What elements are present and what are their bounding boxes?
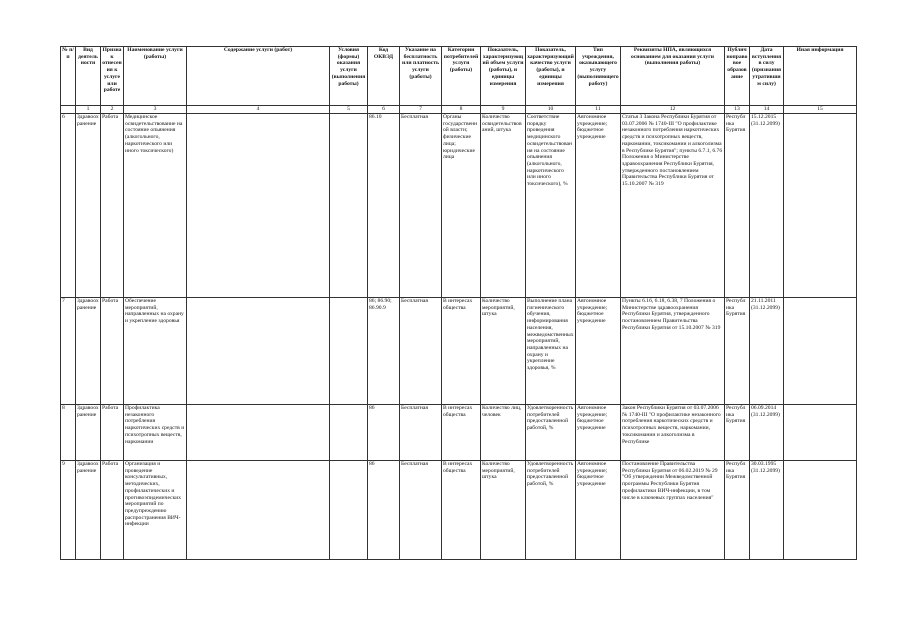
entity-cell: Республика Бурятия: [725, 114, 750, 298]
col-header-date: Дата вступления в силу (признания утратившим силу): [750, 47, 784, 106]
col-number-cell: 11: [576, 106, 621, 114]
activity-cell: Здравоохранение: [76, 405, 101, 461]
sign-cell: Работа: [101, 298, 124, 405]
consumers-cell: В интересах общества: [442, 298, 481, 405]
name-cell: Профилактика незаконного потребления наркотических средств и психотропных веществ, наркомании: [124, 405, 187, 461]
col-header-forms: Условия (формы) оказания услуги (выполнения работы): [330, 47, 368, 106]
paid-cell: Бесплатная: [400, 461, 442, 560]
sign-cell: Работа: [101, 405, 124, 461]
inst-type-cell: Автономное учреждение; бюджетное учреждение: [576, 114, 621, 298]
quality-cell: Удовлетворенность потребителей предоставленной работой, %: [526, 461, 576, 560]
col-header-no: № п/п: [61, 47, 76, 106]
sign-cell: Работа: [101, 461, 124, 560]
npa-cell: Статья 3 Закона Республики Бурятия от 03.07.2006 № 1740-III "О профилактике незаконного потребления наркотических средств и психотропных веществ, наркомании, токсикомании и алкоголизма в Республике Бурятия"; пункты 6.7.1, 6.76 Положения о Министерстве здравоохранения Республики Бурятия, утвержденного постановлением Правительства Республики Бурятия от 15.10.2007 № 319: [621, 114, 725, 298]
consumers-cell: В интересах общества: [442, 461, 481, 560]
col-number-cell: 4: [187, 106, 330, 114]
inst-type-cell: Автономное учреждение; бюджетное учреждение: [576, 405, 621, 461]
col-header-activity: Вид деятельности: [76, 47, 101, 106]
npa-cell: Закон Республики Бурятия от 03.07.2006 № 1740-III "О профилактике незаконного потребления наркотических средств и психотропных веществ, наркомании, токсикомании и алкоголизма в Республике: [621, 405, 725, 461]
volume-cell: Количество освидетельствований, штука: [481, 114, 526, 298]
activity-cell: Здравоохранение: [76, 114, 101, 298]
activity-cell: Здравоохранение: [76, 298, 101, 405]
col-header-paid: Указание на бесплатность или платность услуги (работы): [400, 47, 442, 106]
col-header-content: Содержание услуги (работ): [187, 47, 330, 106]
npa-cell: Постановление Правительства Республики Бурятия от 06.02.2019 № 29 "Об утверждении Межведомственной программы Республики Бурятия профилактики ВИЧ-инфекции, в том числе в ключевых группах населения": [621, 461, 725, 560]
row-number: 6: [61, 114, 76, 298]
content-cell: [187, 298, 330, 405]
paid-cell: Бесплатная: [400, 114, 442, 298]
col-number-cell: 9: [481, 106, 526, 114]
col-header-entity: Публичноправовое образование: [725, 47, 750, 106]
col-number-cell: 15: [784, 106, 857, 114]
activity-cell: Здравоохранение: [76, 461, 101, 560]
table-row: [61, 405, 857, 461]
forms-cell: [330, 405, 368, 461]
volume-cell: Количество мероприятий, штука: [481, 298, 526, 405]
col-header-consumers: Категории потребителей услуги (работы): [442, 47, 481, 106]
col-header-okved: Код ОКВЭД: [368, 47, 400, 106]
registry-table: [60, 46, 857, 560]
date-cell: 06.09.2014 (31.12.2099): [750, 405, 784, 461]
other-cell: [784, 405, 857, 461]
content-cell: [187, 114, 330, 298]
table-row: [61, 114, 857, 298]
row-number: 8: [61, 405, 76, 461]
entity-cell: Республика Бурятия: [725, 405, 750, 461]
forms-cell: [330, 298, 368, 405]
col-number-cell: 14: [750, 106, 784, 114]
other-cell: [784, 114, 857, 298]
quality-cell: Выполнение плана гигиенического обучения, информирования населения, межведомственных мероприятий, направленных на охрану и укрепление здоровья, %: [526, 298, 576, 405]
date-cell: 30.03.1995 (31.12.2099): [750, 461, 784, 560]
col-header-inst-type: Тип учреждения, оказывающего услугу (выполняющего работу): [576, 47, 621, 106]
col-number-cell: 12: [621, 106, 725, 114]
col-number-cell: 3: [124, 106, 187, 114]
col-number-cell: 5: [330, 106, 368, 114]
paid-cell: Бесплатная: [400, 405, 442, 461]
sign-cell: Работа: [101, 114, 124, 298]
consumers-cell: В интересах общества: [442, 405, 481, 461]
col-number-cell: 8: [442, 106, 481, 114]
row-number: 7: [61, 298, 76, 405]
table-row: [61, 298, 857, 405]
content-cell: [187, 461, 330, 560]
inst-type-cell: Автономное учреждение; бюджетное учреждение: [576, 461, 621, 560]
okved-cell: 86: [368, 405, 400, 461]
col-number-cell: 6: [368, 106, 400, 114]
col-header-quality: Показатель, характеризующий качество услуги (работы), и единицы измерения: [526, 47, 576, 106]
col-number-cell: 1: [76, 106, 101, 114]
column-number-row: [61, 106, 857, 114]
header-row: [61, 47, 857, 106]
other-cell: [784, 298, 857, 405]
name-cell: Медицинское освидетельствование на состояние опьянения (алкогольного, наркотического или иного токсического): [124, 114, 187, 298]
entity-cell: Республика Бурятия: [725, 298, 750, 405]
name-cell: Обеспечение мероприятий, направленных на охрану и укрепление здоровья: [124, 298, 187, 405]
content-cell: [187, 405, 330, 461]
col-number-cell: 7: [400, 106, 442, 114]
quality-cell: Удовлетворенность потребителей предоставленной работой, %: [526, 405, 576, 461]
col-number-cell: 2: [101, 106, 124, 114]
paid-cell: Бесплатная: [400, 298, 442, 405]
other-cell: [784, 461, 857, 560]
col-number-cell: 13: [725, 106, 750, 114]
date-cell: 15.12.2015 (31.12.2099): [750, 114, 784, 298]
okved-cell: 86; 86.90; 86.90.9: [368, 298, 400, 405]
name-cell: Организация и проведение консультативных, методических, профилактических и противоэпидемических мероприятий по предупреждению распространения ВИЧ-инфекции: [124, 461, 187, 560]
npa-cell: Пункты 6.16, 6.18, 6.38, 7 Положения о Министерстве здравоохранения Республики Бурятия, утвержденного постановлением Правительства Республики Бурятия от 15.10.2007 № 319: [621, 298, 725, 405]
col-header-volume: Показатель, характеризующий объем услуги (работы), и единицы измерения: [481, 47, 526, 106]
col-header-sign: Признак отнесения к услуге или работе: [101, 47, 124, 106]
okved-cell: 86.10: [368, 114, 400, 298]
col-number-cell: [61, 106, 76, 114]
date-cell: 21.11.2011 (31.12.2099): [750, 298, 784, 405]
col-header-other: Иная информация: [784, 47, 857, 106]
volume-cell: Количество мероприятий, штука: [481, 461, 526, 560]
forms-cell: [330, 114, 368, 298]
quality-cell: Соответствие порядку проведения медицинского освидетельствования на состояние опьянения (алкогольного, наркотического или иного токсического), %: [526, 114, 576, 298]
inst-type-cell: Автономное учреждение; бюджетное учреждение: [576, 298, 621, 405]
volume-cell: Количество лиц, человек: [481, 405, 526, 461]
entity-cell: Республика Бурятия: [725, 461, 750, 560]
row-number: 9: [61, 461, 76, 560]
col-header-npa: Реквизиты НПА, являющихся основанием для оказания услуги (выполнения работы): [621, 47, 725, 106]
consumers-cell: Органы государственной власти; физические лица; юридические лица: [442, 114, 481, 298]
col-header-name: Наименование услуги (работы): [124, 47, 187, 106]
okved-cell: 86: [368, 461, 400, 560]
table-row: [61, 461, 857, 560]
forms-cell: [330, 461, 368, 560]
col-number-cell: 10: [526, 106, 576, 114]
